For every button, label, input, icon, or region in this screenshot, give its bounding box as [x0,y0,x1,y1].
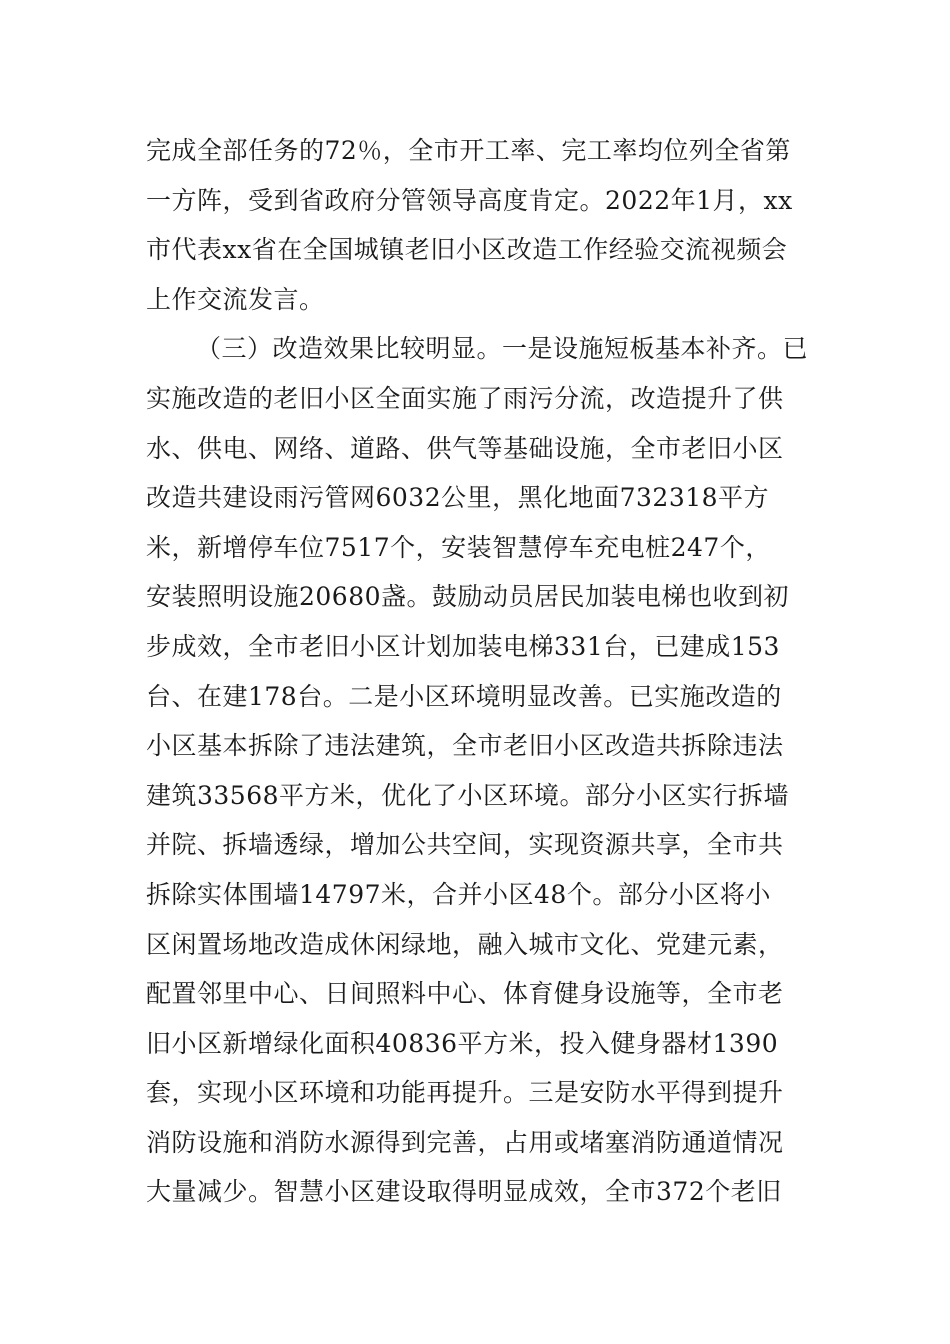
text-line-17: 区闲置场地改造成休闲绿地，融入城市文化、党建元素， [146,929,784,959]
text-line-16: 拆除实体围墙14797米，合并小区48个。部分小区将小 [146,879,771,909]
text-line-9: 米，新增停车位7517个，安装智慧停车充电桩247个， [146,532,771,562]
text-line-3: 市代表xx省在全国城镇老旧小区改造工作经验交流视频会 [146,235,788,265]
text-line-11: 步成效，全市老旧小区计划加装电梯331台，已建成153 [146,631,780,661]
text-line-6: 实施改造的老旧小区全面实施了雨污分流，改造提升了供 [146,383,784,413]
text-line-21: 消防设施和消防水源得到完善，占用或堵塞消防通道情况 [146,1127,784,1157]
text-line-19: 旧小区新增绿化面积40836平方米，投入健身器材1390 [146,1028,779,1058]
text-line-20: 套，实现小区环境和功能再提升。三是安防水平得到提升 [146,1078,784,1108]
text-line-14: 建筑33568平方米，优化了小区环境。部分小区实行拆墙 [146,780,790,810]
text-line-1: 完成全部任务的72％，全市开工率、完工率均位列全省第 [146,136,791,165]
text-line-8: 改造共建设雨污管网6032公里，黑化地面732318平方 [146,483,770,513]
text-line-4: 上作交流发言。 [146,284,325,314]
body-text [146,126,810,1217]
section-heading-line: （三）改造效果比较明显。一是设施短板基本补齐。已 [196,334,809,364]
text-line-7: 水、供电、网络、道路、供气等基础设施，全市老旧小区 [146,433,784,463]
text-line-18: 配置邻里中心、日间照料中心、体育健身设施等，全市老 [146,979,784,1009]
text-line-13: 小区基本拆除了违法建筑，全市老旧小区改造共拆除违法 [146,731,784,761]
text-line-12: 台、在建178台。二是小区环境明显改善。已实施改造的 [146,681,782,711]
text-line-2: 一方阵，受到省政府分管领导高度肯定。2022年1月，xx [146,185,793,215]
text-line-22: 大量减少。智慧小区建设取得明显成效，全市372个老旧 [146,1177,782,1207]
text-line-15: 并院、拆墙透绿，增加公共空间，实现资源共享，全市共 [146,830,784,860]
text-line-10: 安装照明设施20680盏。鼓励动员居民加装电梯也收到初 [146,582,790,612]
